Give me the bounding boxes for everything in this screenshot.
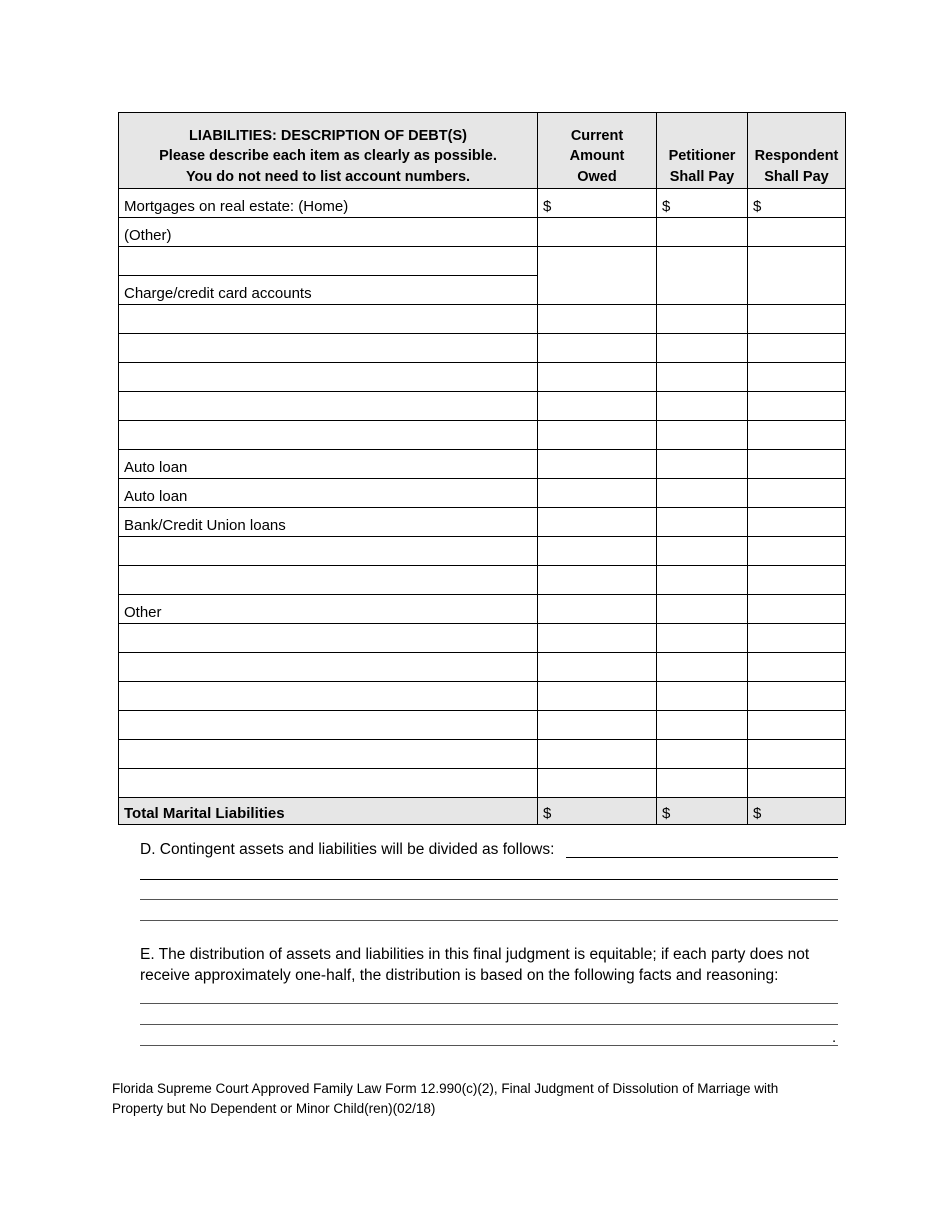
row-label-blank[interactable] (119, 392, 538, 421)
table-row (119, 305, 846, 334)
respondent-field[interactable] (748, 711, 846, 740)
table-row (119, 218, 846, 247)
header-respondent (748, 113, 846, 189)
header-desc-line3: You do not need to list account numbers. (185, 168, 471, 185)
row-label-other[interactable]: Other (119, 595, 538, 624)
section-e-line-2[interactable] (140, 1024, 838, 1025)
petitioner-field[interactable] (657, 537, 748, 566)
row-label-blank[interactable] (119, 653, 538, 682)
table-row (119, 537, 846, 566)
current-amount-field[interactable] (538, 595, 657, 624)
table-row (119, 363, 846, 392)
respondent-field[interactable] (748, 479, 846, 508)
row-label-blank[interactable] (119, 682, 538, 711)
row-label-charge[interactable]: Charge/credit card accounts (119, 276, 538, 305)
section-d-inline-blank[interactable] (566, 857, 838, 858)
petitioner-field[interactable] (657, 479, 748, 508)
table-row (119, 189, 846, 218)
table-row (119, 682, 846, 711)
petitioner-field[interactable] (657, 247, 748, 305)
table-row (119, 479, 846, 508)
header-desc-line1: LIABILITIES: DESCRIPTION OF DEBT(S) (189, 127, 467, 144)
liabilities-table (118, 112, 846, 825)
current-amount-field[interactable] (538, 479, 657, 508)
petitioner-field[interactable] (657, 363, 748, 392)
row-label-other-paren[interactable]: (Other) (119, 218, 538, 247)
respondent-field[interactable]: $ (748, 189, 846, 218)
row-label-blank[interactable] (119, 624, 538, 653)
row-label-blank[interactable] (119, 769, 538, 798)
respondent-field[interactable] (748, 450, 846, 479)
row-label-mortgage[interactable]: Mortgages on real estate: (Home) (119, 189, 538, 218)
table-row (119, 566, 846, 595)
table-row (119, 624, 846, 653)
current-amount-field[interactable] (538, 682, 657, 711)
current-amount-field[interactable] (538, 653, 657, 682)
header-description (119, 113, 538, 189)
petitioner-field[interactable] (657, 218, 748, 247)
petitioner-field[interactable] (657, 421, 748, 450)
current-amount-field[interactable]: $ (538, 189, 657, 218)
row-label-auto-loan-1[interactable]: Auto loan (119, 450, 538, 479)
respondent-field[interactable] (748, 740, 846, 769)
table-row (119, 392, 846, 421)
total-label: Total Marital Liabilities (119, 798, 538, 825)
row-label-bank-loans[interactable]: Bank/Credit Union loans (119, 508, 538, 537)
row-label-blank[interactable] (119, 421, 538, 450)
table-row (119, 247, 846, 276)
petitioner-field[interactable] (657, 508, 748, 537)
table-row (119, 508, 846, 537)
header-pet-l1: Petitioner (668, 148, 736, 164)
row-label-blank[interactable] (119, 334, 538, 363)
row-label-blank[interactable] (119, 740, 538, 769)
row-label-blank[interactable] (119, 363, 538, 392)
respondent-field[interactable] (748, 682, 846, 711)
row-label-blank[interactable] (119, 711, 538, 740)
row-label-blank[interactable] (119, 247, 538, 276)
respondent-field[interactable] (748, 769, 846, 798)
total-row (119, 798, 846, 825)
petitioner-field[interactable] (657, 653, 748, 682)
table-row (119, 450, 846, 479)
respondent-field[interactable] (748, 624, 846, 653)
petitioner-field[interactable] (657, 450, 748, 479)
current-amount-field[interactable] (538, 334, 657, 363)
section-e-text: E. The distribution of assets and liabilities in this final judgment is equitable; if each party does not receive approximately one-half, the distribution is based on the following facts and reasoning: (140, 946, 810, 984)
header-current-l2: Amount (569, 148, 625, 164)
petitioner-field[interactable]: $ (657, 189, 748, 218)
section-e-line-1[interactable] (140, 1003, 838, 1004)
header-current-amount (538, 113, 657, 189)
current-amount-field[interactable] (538, 363, 657, 392)
header-resp-l1: Respondent (754, 148, 839, 164)
petitioner-field[interactable] (657, 595, 748, 624)
header-current-l3: Owed (577, 168, 617, 185)
petitioner-field[interactable] (657, 769, 748, 798)
respondent-field[interactable] (748, 334, 846, 363)
header-petitioner (657, 113, 748, 189)
current-amount-field[interactable] (538, 740, 657, 769)
table-row (119, 711, 846, 740)
respondent-field[interactable] (748, 537, 846, 566)
petitioner-field[interactable] (657, 711, 748, 740)
petitioner-field[interactable] (657, 740, 748, 769)
total-current-field[interactable]: $ (538, 798, 657, 825)
row-label-auto-loan-2[interactable]: Auto loan (119, 479, 538, 508)
header-pet-l2: Shall Pay (669, 168, 735, 185)
row-label-blank[interactable] (119, 305, 538, 334)
respondent-field[interactable] (748, 508, 846, 537)
row-label-blank[interactable] (119, 566, 538, 595)
current-amount-field[interactable] (538, 711, 657, 740)
petitioner-field[interactable] (657, 392, 748, 421)
respondent-field[interactable] (748, 653, 846, 682)
header-resp-l2: Shall Pay (764, 168, 829, 185)
respondent-field[interactable] (748, 392, 846, 421)
current-amount-field[interactable] (538, 392, 657, 421)
section-d-line-2[interactable] (140, 899, 838, 900)
section-d-line-3[interactable] (140, 920, 838, 921)
total-petitioner-field[interactable]: $ (657, 798, 748, 825)
current-amount-field[interactable] (538, 218, 657, 247)
table-row (119, 421, 846, 450)
respondent-field[interactable] (748, 595, 846, 624)
section-e-period: . (832, 1029, 837, 1046)
header-current-l1: Current (570, 127, 624, 144)
section-d-text: D. Contingent assets and liabilities will be divided as follows: (140, 841, 555, 858)
current-amount-field[interactable] (538, 305, 657, 334)
respondent-field[interactable] (748, 247, 846, 305)
row-label-blank[interactable] (119, 537, 538, 566)
respondent-field[interactable] (748, 305, 846, 334)
current-amount-field[interactable] (538, 566, 657, 595)
respondent-field[interactable] (748, 566, 846, 595)
form-footer: Florida Supreme Court Approved Family Law Form 12.990(c)(2), Final Judgment of Dissolution of Marriage with Property but No Dependent or Minor Child(ren)(02/18) (112, 1081, 779, 1116)
current-amount-field[interactable] (538, 624, 657, 653)
section-d-line-1[interactable] (140, 879, 838, 880)
petitioner-field[interactable] (657, 682, 748, 711)
header-desc-line2: Please describe each item as clearly as possible. (159, 148, 497, 164)
current-amount-field[interactable] (538, 508, 657, 537)
current-amount-field[interactable] (538, 769, 657, 798)
table-header-row (119, 113, 846, 189)
current-amount-field[interactable] (538, 421, 657, 450)
total-respondent-field[interactable]: $ (748, 798, 846, 825)
respondent-field[interactable] (748, 421, 846, 450)
current-amount-field[interactable] (538, 450, 657, 479)
section-e-line-3[interactable] (140, 1045, 838, 1046)
petitioner-field[interactable] (657, 305, 748, 334)
table-row (119, 653, 846, 682)
table-row (119, 769, 846, 798)
petitioner-field[interactable] (657, 624, 748, 653)
table-row (119, 740, 846, 769)
petitioner-field[interactable] (657, 334, 748, 363)
current-amount-field[interactable] (538, 247, 657, 305)
petitioner-field[interactable] (657, 566, 748, 595)
table-row (119, 334, 846, 363)
respondent-field[interactable] (748, 363, 846, 392)
respondent-field[interactable] (748, 218, 846, 247)
table-row (119, 595, 846, 624)
current-amount-field[interactable] (538, 537, 657, 566)
